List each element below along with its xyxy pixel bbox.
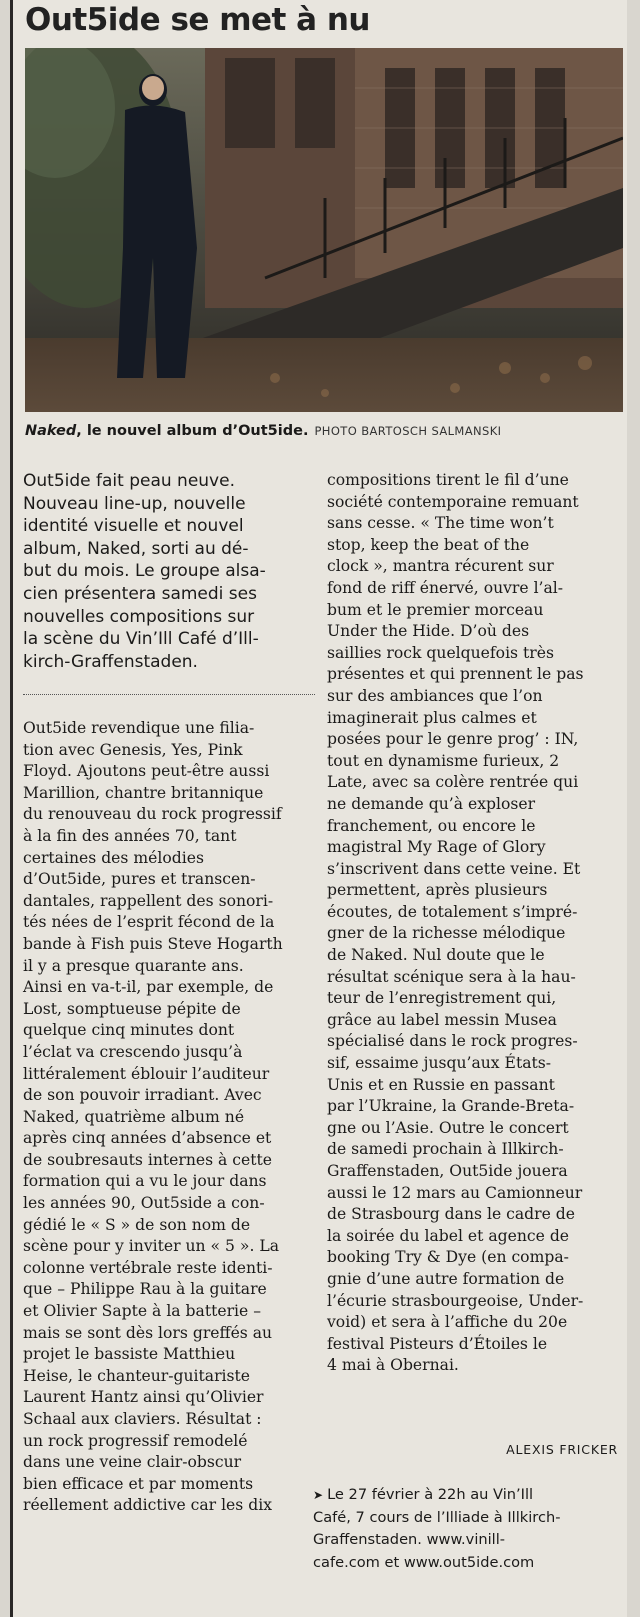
body-line: bien efficace et par moments — [23, 1474, 254, 1493]
body-line: littéralement éblouir l’auditeur — [23, 1064, 270, 1083]
lede-line: identité visuelle et nouvel — [23, 516, 244, 537]
body-line: gner de la richesse mélodique — [327, 924, 566, 943]
body-line: de son pouvoir irradiant. Avec — [23, 1086, 262, 1105]
body-line: sans cesse. « The time won’t — [327, 514, 554, 533]
body-line: du renouveau du rock progressif — [23, 805, 282, 824]
body-line: et Olivier Sapte à la batterie – — [23, 1302, 262, 1321]
body-line: gne ou l’Asie. Outre le concert — [327, 1118, 569, 1137]
body-line: à la fin des années 70, tant — [23, 826, 237, 845]
body-line: dantales, rappellent des sonori- — [23, 891, 274, 910]
body-line: spécialisé dans le rock progres- — [327, 1032, 578, 1051]
caption-text: , le nouvel album d’Out5ide. — [76, 423, 309, 439]
body-line: posées pour le genre prog’ : IN, — [327, 730, 579, 749]
body-line: aussi le 12 mars au Camionneur — [327, 1183, 583, 1202]
body-line: les années 90, Out5side a con- — [23, 1194, 265, 1213]
body-line: booking Try & Dye (en compa- — [327, 1248, 569, 1267]
newspaper-page — [10, 0, 627, 1617]
body-line: void) et sera à l’affiche du 20e — [327, 1313, 568, 1332]
body-line: colonne vertébrale reste identi- — [23, 1258, 273, 1277]
body-line: sif, essaime jusqu’aux États- — [327, 1054, 552, 1073]
body-line: de Naked. Nul doute que le — [327, 946, 545, 965]
article-body-left — [23, 718, 283, 1517]
body-line: présentes et qui prennent le pas — [327, 665, 584, 684]
body-line: imaginerait plus calmes et — [327, 708, 537, 727]
body-line: grâce au label messin Musea — [327, 1010, 557, 1029]
body-line: scène pour y inviter un « 5 ». La — [23, 1237, 280, 1256]
body-line: que – Philippe Rau à la guitare — [23, 1280, 267, 1299]
body-line: Heise, le chanteur-guitariste — [23, 1366, 251, 1385]
body-line: Lost, somptueuse pépite de — [23, 999, 241, 1018]
body-line: Marillion, chantre britannique — [23, 783, 264, 802]
article-body-right — [327, 470, 627, 1377]
body-line: tout en dynamisme furieux, 2 — [327, 751, 560, 770]
lede-line: la scène du Vin’Ill Café d’Ill- — [23, 629, 259, 650]
photo-caption — [25, 423, 625, 439]
body-line: clock », mantra récurent sur — [327, 557, 554, 576]
left-column — [23, 470, 315, 1515]
body-line: par l’Ukraine, la Grande-Breta- — [327, 1097, 575, 1116]
body-line: festival Pisteurs d’Étoiles le — [327, 1334, 548, 1353]
body-line: l’écurie strasbourgeoise, Under- — [327, 1291, 584, 1310]
lede-line: Nouveau line-up, nouvelle — [23, 493, 246, 514]
body-line: bande à Fish puis Steve Hogarth — [23, 934, 283, 953]
body-line: ne demande qu’à exploser — [327, 794, 536, 813]
body-line: Unis et en Russie en passant — [327, 1075, 555, 1094]
body-line: permettent, après plusieurs — [327, 881, 548, 900]
body-line: il y a presque quarante ans. — [23, 956, 244, 975]
body-line: certaines des mélodies — [23, 848, 204, 867]
info-line: Graffenstaden. www.vinill- — [313, 1531, 506, 1548]
body-line: tés nées de l’esprit fécond de la — [23, 913, 275, 932]
body-line: Laurent Hantz ainsi qu’Olivier — [23, 1388, 264, 1407]
body-line: un rock progressif remodelé — [23, 1431, 248, 1450]
body-line: après cinq années d’absence et — [23, 1129, 272, 1148]
info-line — [313, 1484, 623, 1507]
body-line: bum et le premier morceau — [327, 600, 544, 619]
body-line: sur des ambiances que l’on — [327, 686, 543, 705]
body-line: de Strasbourg dans le cadre de — [327, 1205, 575, 1224]
info-line: cafe.com et www.out5ide.com — [313, 1553, 535, 1571]
body-line: compositions tirent le fil d’une — [327, 471, 569, 489]
body-line: l’éclat va crescendo jusqu’à — [23, 1042, 243, 1061]
section-divider — [23, 694, 315, 695]
body-line: Graffenstaden, Out5ide jouera — [327, 1162, 568, 1180]
body-line: teur de l’enregistrement qui, — [327, 989, 557, 1008]
body-line: saillies rock quelquefois très — [327, 643, 554, 662]
body-line: Late, avec sa colère rentrée qui — [327, 773, 579, 792]
body-line: dans une veine clair-obscur — [23, 1453, 242, 1472]
right-column — [327, 470, 627, 1377]
lede-line: kirch-Graffenstaden. — [23, 651, 198, 672]
body-line: Naked, quatrième album né — [23, 1107, 245, 1126]
body-line: fond de riff énervé, ouvre l’al- — [327, 578, 564, 597]
lede-line: cien présentera samedi ses — [23, 583, 257, 604]
body-line: Schaal aux claviers. Résultat : — [23, 1410, 262, 1428]
body-line: quelque cinq minutes dont — [23, 1021, 235, 1040]
body-line: gédié le « S » de son nom de — [23, 1215, 251, 1234]
body-line: la soirée du label et agence de — [327, 1226, 570, 1245]
body-line: société contemporaine remuant — [327, 492, 579, 511]
body-line: s’inscrivent dans cette veine. Et — [327, 859, 581, 878]
event-info — [313, 1484, 623, 1574]
body-line: Out5ide revendique une filia- — [23, 719, 255, 737]
lede-line: but du mois. Le groupe alsa- — [23, 561, 266, 582]
body-line: stop, keep the beat of the — [327, 535, 530, 554]
article-lede — [23, 470, 315, 673]
body-line: de samedi prochain à Illkirch- — [327, 1140, 564, 1159]
body-line: Under the Hide. D’où des — [327, 622, 530, 641]
lede-line: Out5ide fait peau neuve. — [23, 471, 235, 491]
photo-illustration — [25, 48, 623, 412]
caption-album-title: Naked — [25, 423, 77, 439]
lede-line: album, Naked, sorti au dé- — [23, 538, 249, 559]
body-line: magistral My Rage of Glory — [327, 838, 546, 857]
body-line: réellement addictive car les dix — [23, 1496, 273, 1515]
body-line: gnie d’une autre formation de — [327, 1269, 565, 1288]
info-line: Café, 7 cours de l’Illiade à Illkirch- — [313, 1508, 561, 1526]
info-text: Le 27 février à 22h au Vin’Ill — [327, 1486, 534, 1503]
body-line: formation qui a vu le jour dans — [23, 1172, 267, 1191]
body-line: d’Out5ide, pures et transcen- — [23, 870, 256, 889]
body-line: résultat scénique sera à la hau- — [327, 967, 576, 986]
body-line: projet le bassiste Matthieu — [23, 1345, 236, 1364]
body-line: de soubresauts internes à cette — [23, 1150, 273, 1169]
body-line: Ainsi en va-t-il, par exemple, de — [23, 978, 274, 997]
headline: Out5ide se met à nu — [25, 2, 371, 38]
body-line: Floyd. Ajoutons peut-être aussi — [23, 762, 270, 781]
body-line: mais se sont dès lors greffés au — [23, 1323, 273, 1342]
body-line: écoutes, de totalement s’impré- — [327, 902, 578, 921]
lede-line: nouvelles compositions sur — [23, 606, 255, 627]
author-signature: ALEXIS FRICKER — [506, 1442, 618, 1457]
photo-credit: PHOTO BARTOSCH SALMANSKI — [314, 424, 502, 438]
article-photo — [25, 48, 623, 412]
arrow-icon: ➤ — [313, 1488, 324, 1502]
body-line: tion avec Genesis, Yes, Pink — [23, 740, 243, 759]
body-line: 4 mai à Obernai. — [327, 1356, 459, 1375]
body-line: franchement, ou encore le — [327, 816, 536, 835]
